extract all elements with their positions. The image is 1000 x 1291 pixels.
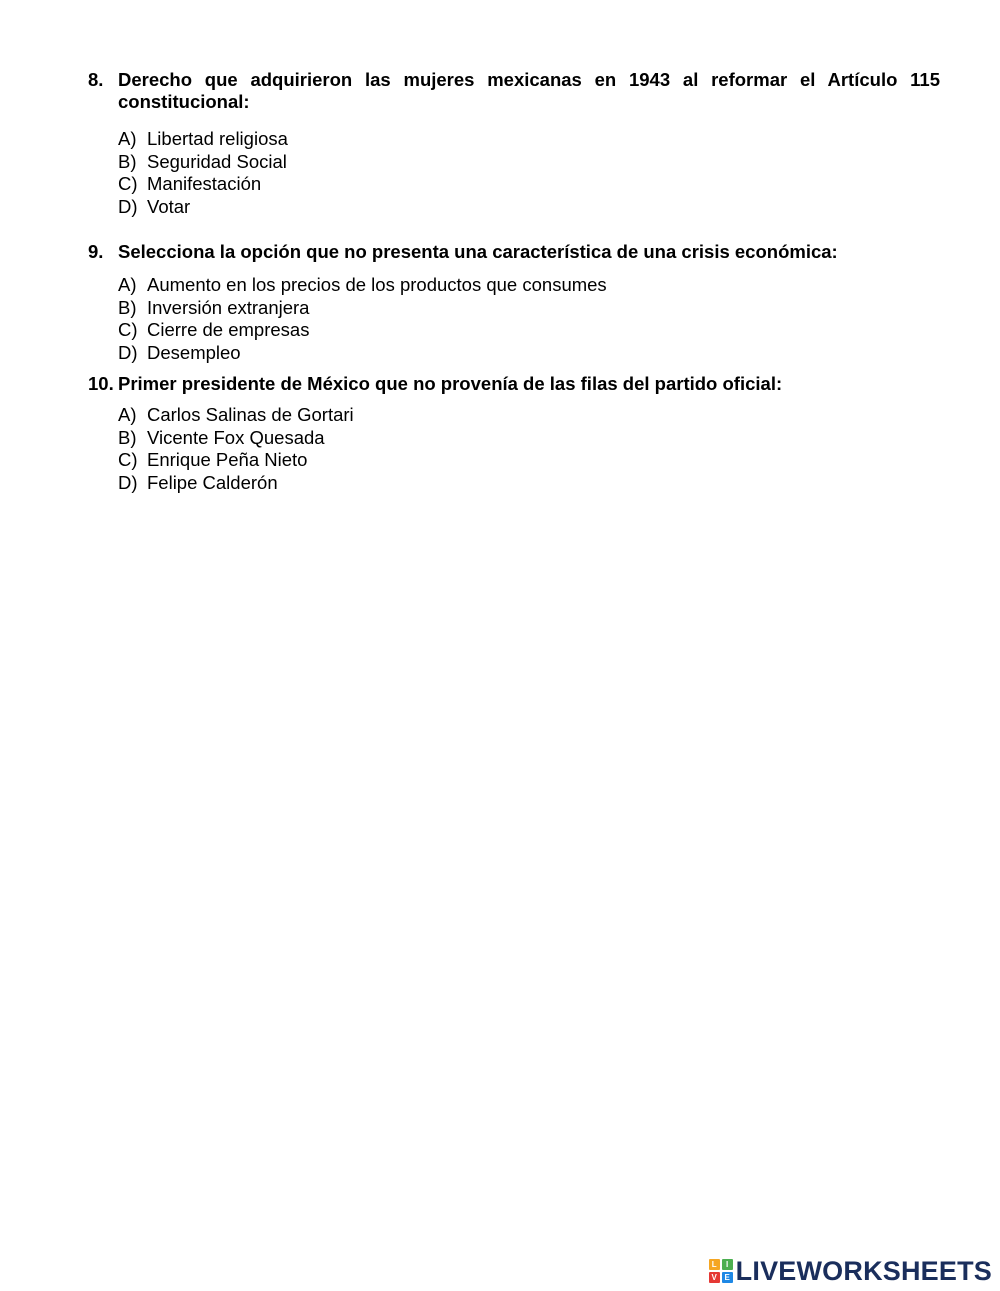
option-d[interactable] xyxy=(118,196,940,219)
option-letter: B) xyxy=(118,296,137,318)
option-text: Votar xyxy=(147,195,191,217)
option-letter: C) xyxy=(118,319,138,340)
option-b[interactable] xyxy=(118,427,940,450)
logo-mark-letter: I xyxy=(722,1259,733,1270)
option-text: Felipe Calderón xyxy=(147,471,278,493)
option-d[interactable] xyxy=(118,472,940,495)
option-b[interactable] xyxy=(118,297,940,320)
question-10 xyxy=(88,373,940,494)
option-text: Carlos Salinas de Gortari xyxy=(147,404,354,425)
logo-mark-letter: V xyxy=(709,1272,720,1283)
option-a[interactable] xyxy=(118,404,940,427)
option-letter: D) xyxy=(118,471,138,493)
question-number: 8. xyxy=(88,69,104,90)
option-letter: C) xyxy=(118,449,138,470)
option-d[interactable] xyxy=(118,342,940,365)
option-letter: C) xyxy=(118,173,138,194)
option-text: Enrique Peña Nieto xyxy=(147,449,308,470)
option-b[interactable] xyxy=(118,151,940,174)
option-letter: A) xyxy=(118,128,137,149)
question-8-options xyxy=(88,128,940,218)
question-10-prompt xyxy=(88,373,940,395)
option-letter: B) xyxy=(118,150,137,172)
option-c[interactable] xyxy=(118,173,940,196)
liveworksheets-logo[interactable] xyxy=(709,1256,992,1286)
logo-mark-letter: E xyxy=(722,1272,733,1283)
option-text: Desempleo xyxy=(147,341,241,363)
question-9-options xyxy=(88,274,940,364)
question-text: Derecho que adquirieron las mujeres mexicanas en 1943 al reformar el Artículo 115 constitucional: xyxy=(118,69,940,112)
option-text: Inversión extranjera xyxy=(147,296,310,318)
logo-mark-letter: L xyxy=(709,1259,720,1270)
question-8 xyxy=(88,69,940,218)
option-text: Seguridad Social xyxy=(147,150,287,172)
logo-text: LIVEWORKSHEETS xyxy=(735,1255,992,1286)
option-text: Libertad religiosa xyxy=(147,128,288,149)
question-8-prompt xyxy=(88,69,940,113)
option-letter: D) xyxy=(118,195,138,217)
question-number: 9. xyxy=(88,241,104,262)
question-10-options xyxy=(88,404,940,494)
question-text: Primer presidente de México que no provenía de las filas del partido oficial: xyxy=(118,373,783,394)
question-9 xyxy=(88,241,940,364)
option-letter: D) xyxy=(118,341,138,363)
option-text: Cierre de empresas xyxy=(147,319,310,340)
option-text: Manifestación xyxy=(147,173,262,194)
option-a[interactable] xyxy=(118,274,940,297)
option-letter: A) xyxy=(118,404,137,425)
logo-mark-icon xyxy=(709,1259,733,1283)
option-text: Vicente Fox Quesada xyxy=(147,426,325,448)
option-letter: A) xyxy=(118,274,137,295)
option-text: Aumento en los precios de los productos que consumes xyxy=(147,274,607,295)
option-letter: B) xyxy=(118,426,137,448)
question-text: Selecciona la opción que no presenta una característica de una crisis económica: xyxy=(118,241,838,262)
option-c[interactable] xyxy=(118,319,940,342)
question-9-prompt xyxy=(88,241,940,263)
question-number: 10. xyxy=(88,373,114,394)
option-a[interactable] xyxy=(118,128,940,151)
option-c[interactable] xyxy=(118,449,940,472)
